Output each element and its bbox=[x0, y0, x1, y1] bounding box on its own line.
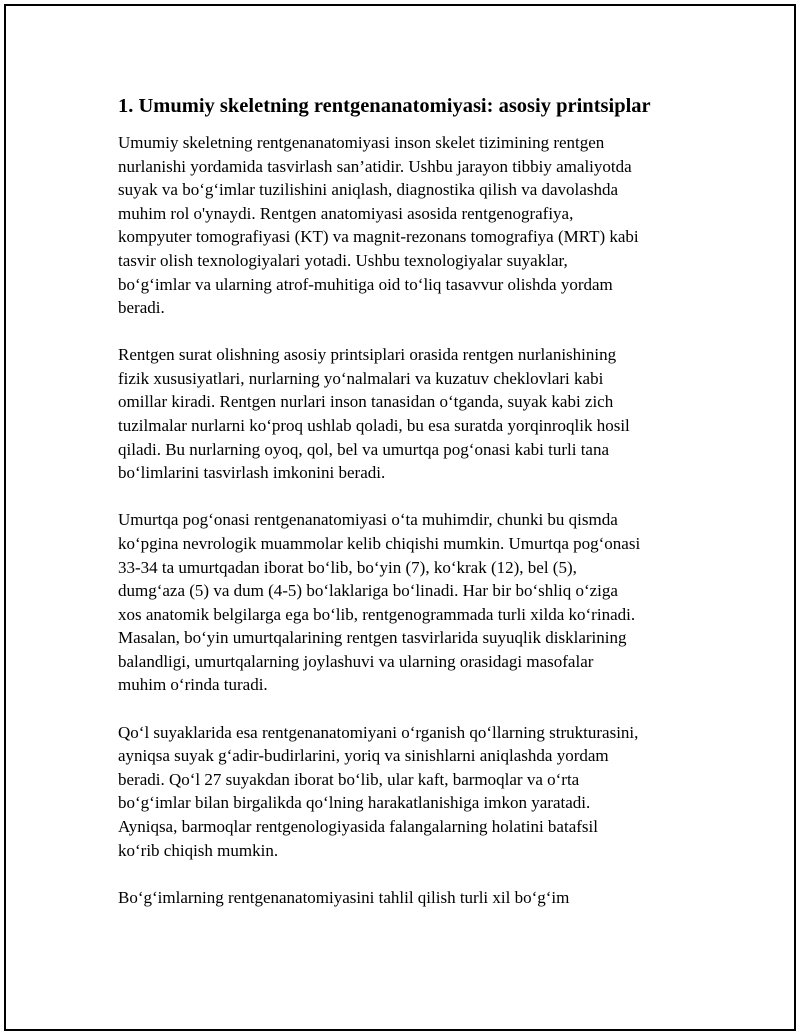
text-line: Bo‘g‘imlarning rentgenanatomiyasini tahlil qilish turli xil bo‘g‘im bbox=[118, 887, 570, 907]
text-line: kompyuter tomografiyasi (KT) va magnit-rezonans tomografiya (MRT) kabi bbox=[118, 227, 639, 247]
paragraph bbox=[118, 721, 698, 863]
text-line: tasvir olish texnologiyalari yotadi. Ushbu texnologiyalar suyaklar, bbox=[118, 250, 568, 270]
text-line: Masalan, bo‘yin umurtqalarining rentgen tasvirlarida suyuqlik disklarining bbox=[118, 628, 627, 648]
paragraph bbox=[118, 886, 698, 910]
text-line: qiladi. Bu nurlarning oyoq, qol, bel va umurtqa pog‘onasi kabi turli tana bbox=[118, 439, 610, 459]
text-line: xos anatomik belgilarga ega bo‘lib, rentgenogrammada turli xilda ko‘rinadi. bbox=[118, 604, 636, 624]
text-line: muhim o‘rinda turadi. bbox=[118, 675, 268, 695]
text-line: bo‘g‘imlar va ularning atrof-muhitiga oid to‘liq tasavvur olishda yordam bbox=[118, 274, 613, 294]
text-line: Umurtqa pog‘onasi rentgenanatomiyasi o‘ta muhimdir, chunki bu qismda bbox=[118, 510, 618, 530]
text-line: fizik xususiyatlari, nurlarning yo‘nalmalari va kuzatuv cheklovlari kabi bbox=[118, 368, 604, 388]
paragraph bbox=[118, 343, 698, 485]
text-line: 33-34 ta umurtqadan iborat bo‘lib, bo‘yin (7), ko‘krak (12), bel (5), bbox=[118, 557, 577, 577]
paragraph bbox=[118, 508, 698, 697]
text-line: balandligi, umurtqalarning joylashuvi va ularning orasidagi masofalar bbox=[118, 651, 594, 671]
text-line: bo‘g‘imlar bilan birgalikda qo‘lning harakatlanishiga imkon yaratadi. bbox=[118, 793, 591, 813]
text-line: ko‘rib chiqish mumkin. bbox=[118, 840, 279, 860]
text-line: Umumiy skeletning rentgenanatomiyasi inson skelet tizimining rentgen bbox=[118, 133, 605, 152]
text-line: ayniqsa suyak g‘adir-budirlarini, yoriq va sinishlarni aniqlashda yordam bbox=[118, 746, 609, 766]
text-line: nurlanishi yordamida tasvirlash san’atidir. Ushbu jarayon tibbiy amaliyotda bbox=[118, 156, 632, 176]
paragraph bbox=[118, 131, 698, 320]
text-line: Ayniqsa, barmoqlar rentgenologiyasida falangalarning holatini batafsil bbox=[118, 816, 598, 836]
document-body bbox=[118, 93, 698, 933]
text-line: muhim rol o'ynaydi. Rentgen anatomiyasi asosida rentgenografiya, bbox=[118, 203, 574, 223]
text-line: Rentgen surat olishning asosiy printsiplari orasida rentgen nurlanishining bbox=[118, 345, 617, 365]
text-line: omillar kiradi. Rentgen nurlari inson tanasidan o‘tganda, suyak kabi zich bbox=[118, 392, 614, 412]
text-line: bo‘limlarini tasvirlash imkonini beradi. bbox=[118, 463, 386, 483]
text-line: beradi. bbox=[118, 298, 165, 318]
text-line: Qo‘l suyaklarida esa rentgenanatomiyani o‘rganish qo‘llarning strukturasini, bbox=[118, 722, 639, 742]
text-line: tuzilmalar nurlarni ko‘proq ushlab qoladi, bu esa suratda yorqinroqlik hosil bbox=[118, 416, 630, 436]
text-line: beradi. Qo‘l 27 suyakdan iborat bo‘lib, ular kaft, barmoqlar va o‘rta bbox=[118, 769, 580, 789]
text-line: ko‘pgina nevrologik muammolar kelib chiqishi mumkin. Umurtqa pog‘onasi bbox=[118, 533, 641, 553]
text-line: suyak va bo‘g‘imlar tuzilishini aniqlash, diagnostika qilish va davolashda bbox=[118, 180, 618, 200]
text-line: dumg‘aza (5) va dum (4-5) bo‘laklariga bo‘linadi. Har bir bo‘shliq o‘ziga bbox=[118, 581, 618, 601]
section-heading: 1. Umumiy skeletning rentgenanatomiyasi: asosiy printsiplar bbox=[118, 95, 651, 117]
